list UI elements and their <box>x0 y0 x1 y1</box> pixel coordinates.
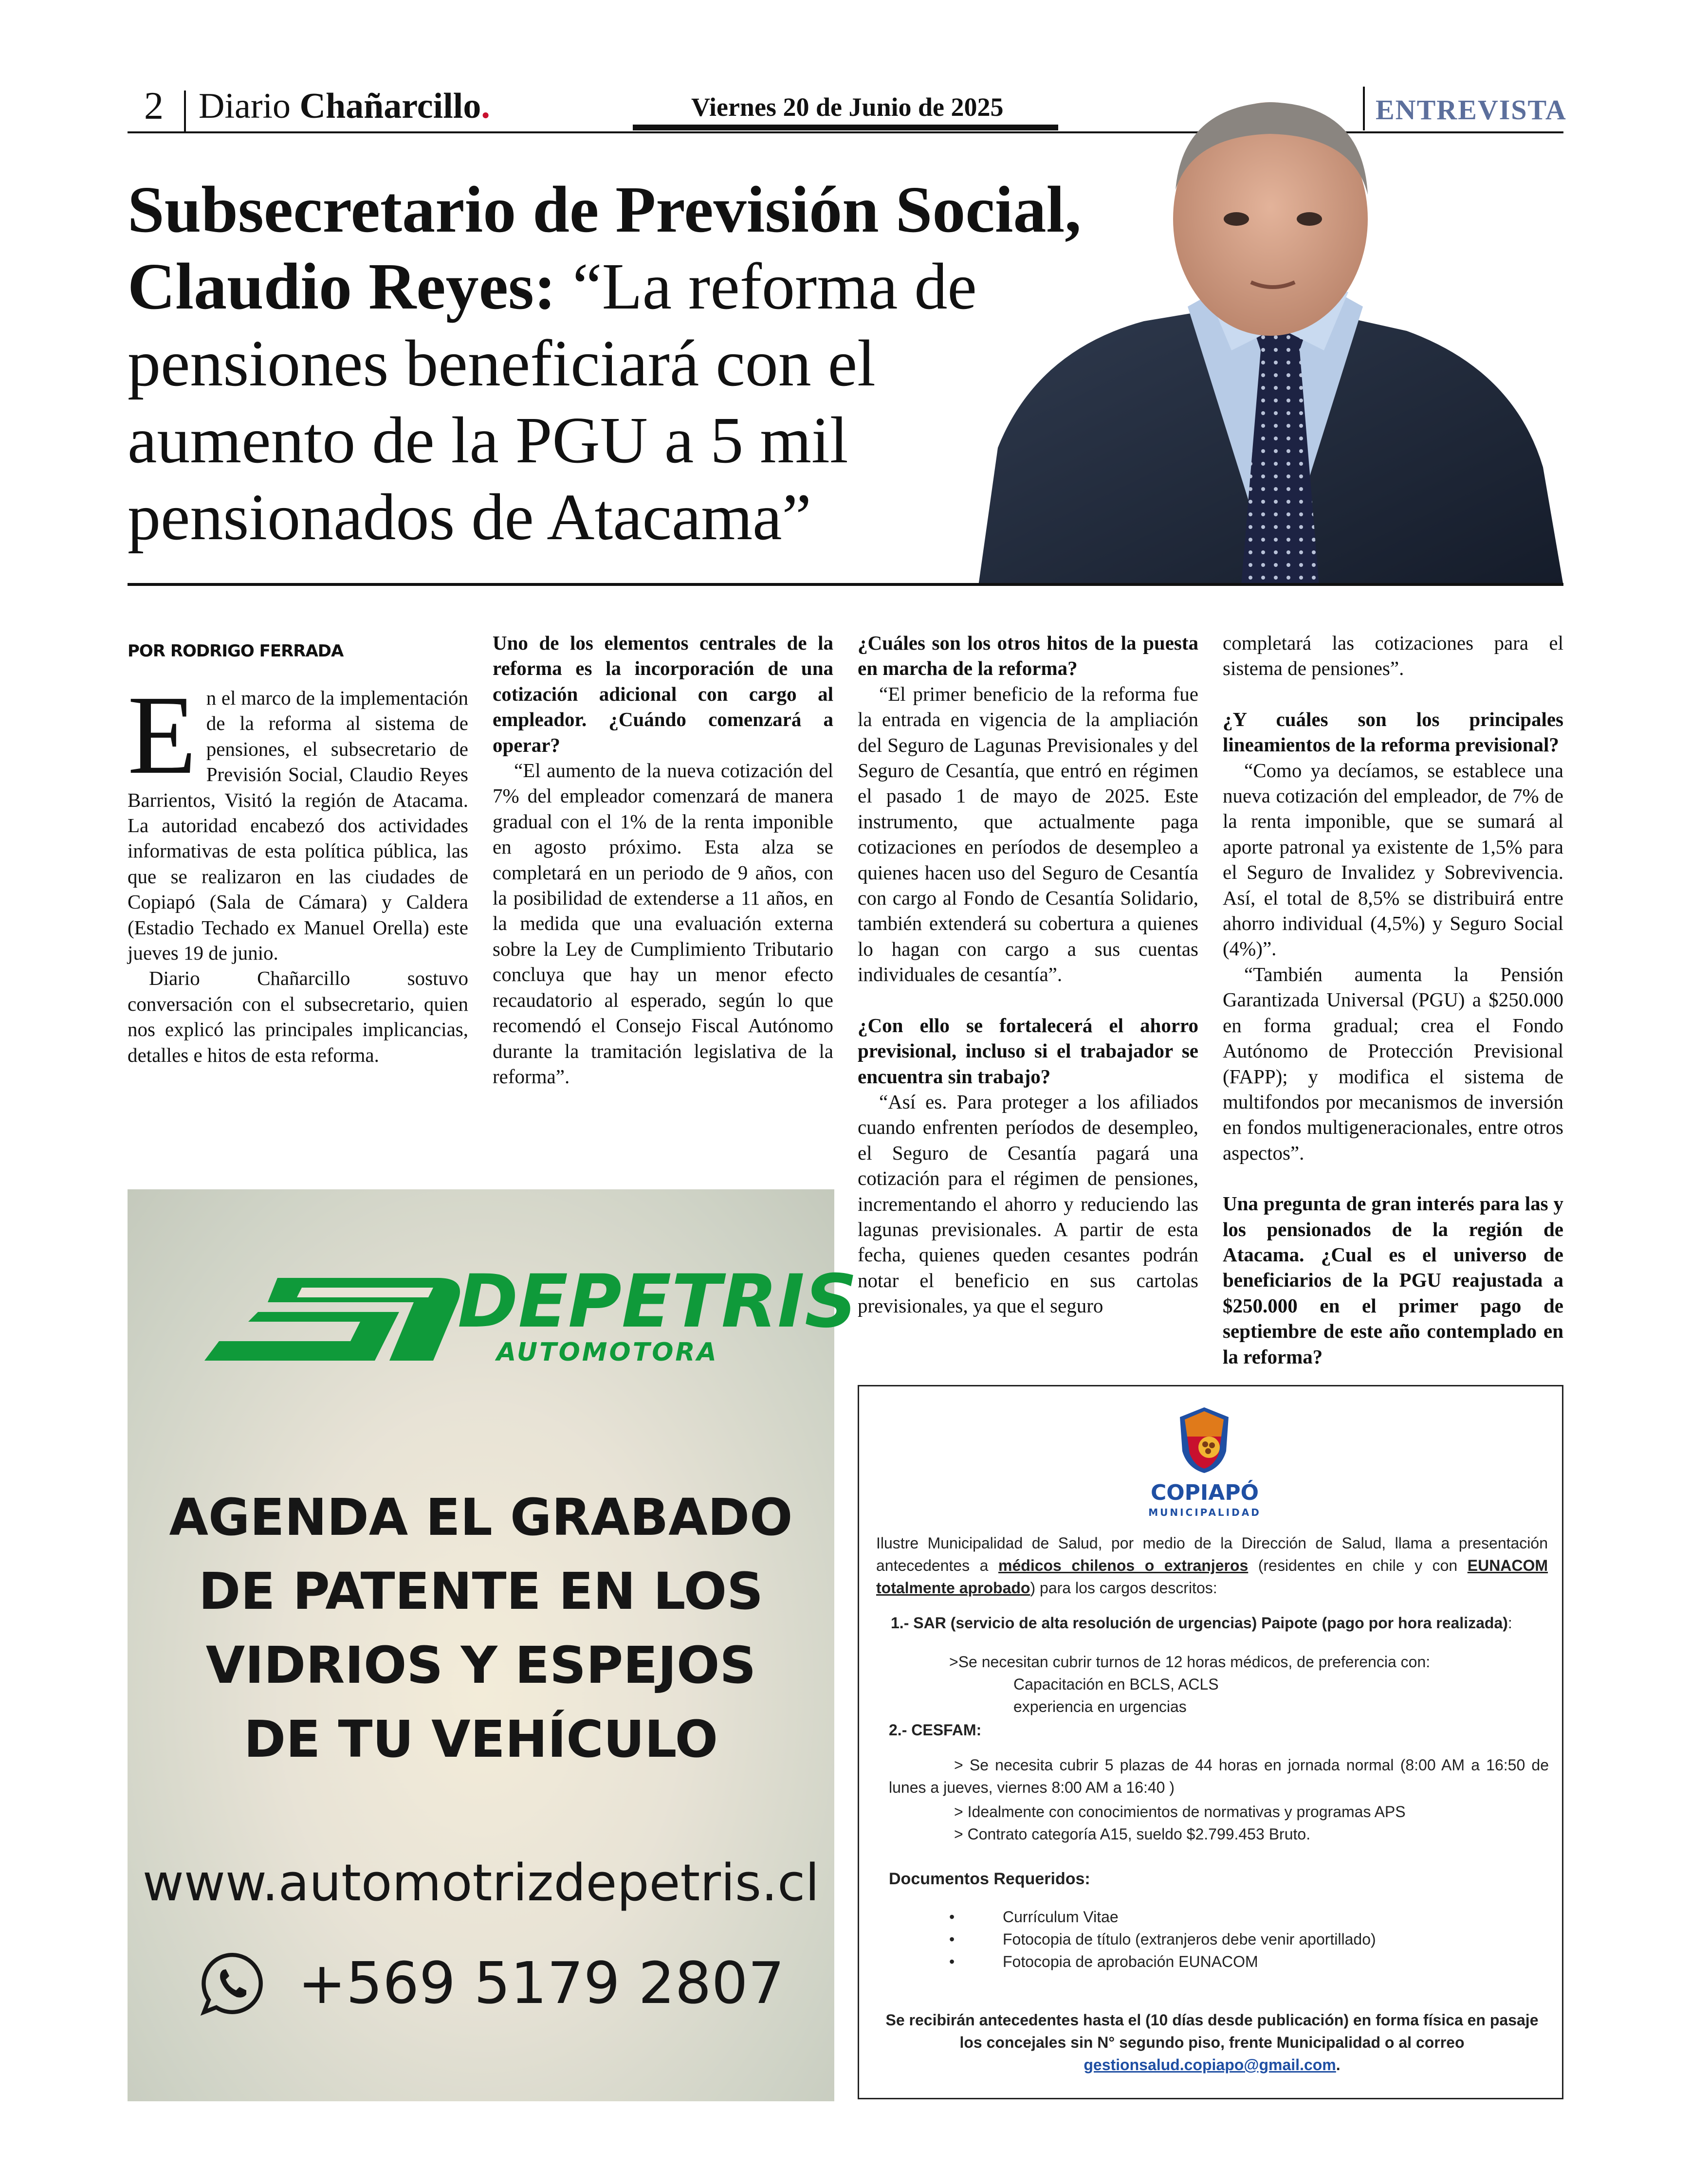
headline-bold: Subsecretario de Previsión Social, Claudio Reyes: <box>128 173 1082 323</box>
article-column-1 <box>128 673 468 1068</box>
notice-intro <box>876 1532 1548 1599</box>
notice-doc-item <box>949 1906 1119 1928</box>
notice-intro-highlight: médicos chilenos o extranjeros <box>998 1557 1249 1574</box>
bullet-icon: • <box>949 1908 955 1926</box>
notice-item-1-colon: : <box>1507 1614 1512 1632</box>
interview-question: ¿Con ello se fortalecerá el ahorro previsional, incluso si el trabajador se encuentra sin trabajo? <box>858 1014 1198 1088</box>
ad-tagline-line: DE TU VEHÍCULO <box>243 1710 718 1769</box>
issue-date: Viernes 20 de Junio de 2025 <box>691 92 1004 122</box>
ad-tagline-line: DE PATENTE EN LOS <box>198 1562 764 1621</box>
notice-footer-end: . <box>1336 2056 1341 2074</box>
ad-tagline-line: VIDRIOS Y ESPEJOS <box>205 1636 756 1695</box>
notice-doc-text: Fotocopia de título (extranjeros debe venir aportillado) <box>1003 1930 1376 1948</box>
ad-website-link[interactable]: www.automotrizdepetris.cl <box>142 1853 820 1912</box>
interview-question: Una pregunta de gran interés para las y los pensionados de la región de Atacama. ¿Cual es el universo de beneficiarios de la PGU reajustada a $250.000 en el primer pago de septiembre de este año contemplado en la reforma? <box>1223 1192 1563 1368</box>
section-label: ENTREVISTA <box>1376 94 1567 126</box>
article-column-3 <box>858 630 1198 1319</box>
page-number: 2 <box>144 85 164 127</box>
notice-item-1-title: 1.- SAR (servicio de alta resolución de urgencias) Paipote (pago por hora realizada) <box>891 1614 1508 1632</box>
notice-intro-highlight: EUNACOM totalmente aprobado <box>876 1557 1548 1597</box>
bullet-icon: • <box>949 1953 955 1970</box>
notice-item-2-title: 2.- CESFAM: <box>889 1721 982 1739</box>
depetris-logo <box>204 1249 858 1375</box>
whatsapp-icon <box>199 1949 267 2018</box>
intro-paragraph: n el marco de la implementación de la reforma al sistema de pensiones, el subsecretario de Previsión Social, Claudio Reyes Barrientos, Visitó la región de Atacama. La autoridad encabezó dos actividades informativas de esta política pública, las que se realizaron en las ciudades de Copiapó (Sala de Cámara) y Caldera (Estadio Techado ex Manuel Orella) este jueves 19 de junio. <box>128 687 468 965</box>
interview-answer: “El aumento de la nueva cotización del 7% del empleador comenzará de manera gradual con el 1% de la renta imponible en agosto próximo. Esta alza se completará en un periodo de 9 años, con la posibilidad de extenderse a 11 años, en la medida que una evaluación externa sobre la Ley de Cumplimiento Tributario concluya que hay un menor efecto recaudatorio al esperado, según lo que recomendó el Consejo Fiscal Autónomo durante la tramitación legislativa de la reforma”. <box>493 759 833 1088</box>
ad-brand-name: DEPETRIS <box>458 1259 858 1344</box>
article-column-4 <box>1223 630 1563 1369</box>
notice-doc-text: Fotocopia de aprobación EUNACOM <box>1003 1953 1258 1970</box>
notice-item-2-detail: > Idealmente con conocimientos de normativas y programas APS <box>954 1803 1406 1820</box>
notice-org-sub: MUNICIPALIDAD <box>1148 1507 1261 1518</box>
notice-item-1-detail: >Se necesitan cubrir turnos de 12 horas médicos, de preferencia con: <box>949 1653 1431 1671</box>
interview-answer: “El primer beneficio de la reforma fue la entrada en vigencia de la ampliación del Seguro de Lagunas Previsionales y del Seguro de Cesantía, que entró en régimen el pasado 1 de mayo de 2025. Este instrumento, que actualmente paga cotizaciones en períodos de desempleo a quienes hacen uso del Seguro de Cesantía con cargo al Fondo de Cesantía Solidario, también extenderá su cobertura a quienes lo hagan con cargo a sus cuentas individuales de cesantía”. <box>858 682 1198 986</box>
notice-doc-item <box>949 1950 1258 1973</box>
headline <box>128 171 1101 556</box>
interview-answer: “También aumenta la Pensión Garantizada Universal (PGU) a $250.000 en forma gradual; crea el Fondo Autónomo de Protección Previsional (FAPP); y modifica el sistema de multifondos por mecanismos de inversión en fondos multigeneracionales, entre otros aspectos”. <box>1223 963 1563 1164</box>
ad-brand-sub: AUTOMOTORA <box>496 1338 718 1367</box>
copiapo-shield-logo <box>1175 1402 1233 1475</box>
interview-question: ¿Y cuáles son los principales lineamientos de la reforma previsional? <box>1223 708 1563 756</box>
masthead-word-chanarcillo: Chañarcillo <box>299 86 481 126</box>
notice-item-1-detail: Capacitación en BCLS, ACLS <box>1013 1675 1219 1693</box>
notice-item-1 <box>891 1612 1512 1634</box>
ad-phone-number[interactable]: +569 5179 2807 <box>298 1949 785 2017</box>
article-column-2 <box>493 630 833 1089</box>
interview-answer: “Como ya decíamos, se establece una nueva cotización del empleador, de 7% de la renta imponible, que se sumará al aporte patronal ya existente de 1,5% para el Seguro de Invalidez y Sobrevivencia. Así, el total de 8,5% se distribuirá entre ahorro individual (4,5%) y Seguro Social (4%)”. <box>1223 759 1563 960</box>
drop-cap: E <box>128 673 197 798</box>
masthead <box>199 87 490 126</box>
notice-org-name: COPIAPÓ <box>1150 1480 1259 1505</box>
byline: POR RODRIGO FERRADA <box>128 641 344 661</box>
interview-answer-continued: completará las cotizaciones para el sistema de pensiones”. <box>1223 632 1563 680</box>
notice-intro-text: ) para los cargos descritos: <box>1030 1579 1217 1597</box>
headline-quote: “La reforma de pensiones beneficiará con el aumento de la PGU a 5 mil pensionados de Atacama” <box>128 250 977 554</box>
interview-question: Uno de los elementos centrales de la reforma es la incorporación de una cotización adicional con cargo al empleador. ¿Cuándo comenzará a operar? <box>493 632 833 756</box>
notice-docs-title: Documentos Requeridos: <box>889 1870 1090 1888</box>
paragraph: Diario Chañarcillo sostuvo conversación con el subsecretario, quien nos explicó las principales implicancias, detalles e hitos de esta reforma. <box>128 967 468 1066</box>
notice-doc-item <box>949 1928 1376 1950</box>
masthead-dot: . <box>481 86 490 126</box>
notice-footer <box>876 2009 1548 2076</box>
interview-answer: “Así es. Para proteger a los afiliados cuando enfrenten períodos de desempleo, el Seguro de Cesantía pagará una cotización para el régimen de pensiones, incrementando el ahorro y reduciendo las lagunas previsionales. A partir de esta fecha, quienes queden cesantes podrán notar el beneficio en sus cartolas previsionales, ya que el seguro <box>858 1090 1198 1317</box>
ad-tagline-line: AGENDA EL GRABADO <box>169 1488 793 1547</box>
notice-item-2-detail: > Contrato categoría A15, sueldo $2.799.453 Bruto. <box>954 1825 1311 1843</box>
notice-email-link[interactable]: gestionsalud.copiapo@gmail.com <box>1084 2056 1336 2074</box>
notice-item-1-detail: experiencia en urgencias <box>1013 1698 1187 1715</box>
headline-rule <box>128 583 1563 586</box>
header-divider <box>184 91 186 131</box>
bullet-icon: • <box>949 1930 955 1948</box>
notice-footer-text: Se recibirán antecedentes hasta el (10 días desde publicación) en forma física en pasaje los concejales sin N° segundo piso, frente Municipalidad o al correo <box>885 2011 1539 2051</box>
interview-question: ¿Cuáles son los otros hitos de la puesta en marcha de la reforma? <box>858 632 1198 680</box>
notice-intro-text: (residentes en chile y con <box>1258 1557 1458 1574</box>
notice-item-2-detail: > Se necesita cubrir 5 plazas de 44 horas en jornada normal (8:00 AM a 16:50 de lunes a jueves, viernes 8:00 AM a 16:40 ) <box>889 1756 1549 1796</box>
notice-doc-text: Currículum Vitae <box>1003 1908 1119 1926</box>
masthead-word-diario: Diario <box>199 86 291 126</box>
notice-intro-text: Ilustre Municipalidad de Salud, por medio de la Dirección de Salud, llama a presentación antecedentes a <box>876 1534 1548 1574</box>
